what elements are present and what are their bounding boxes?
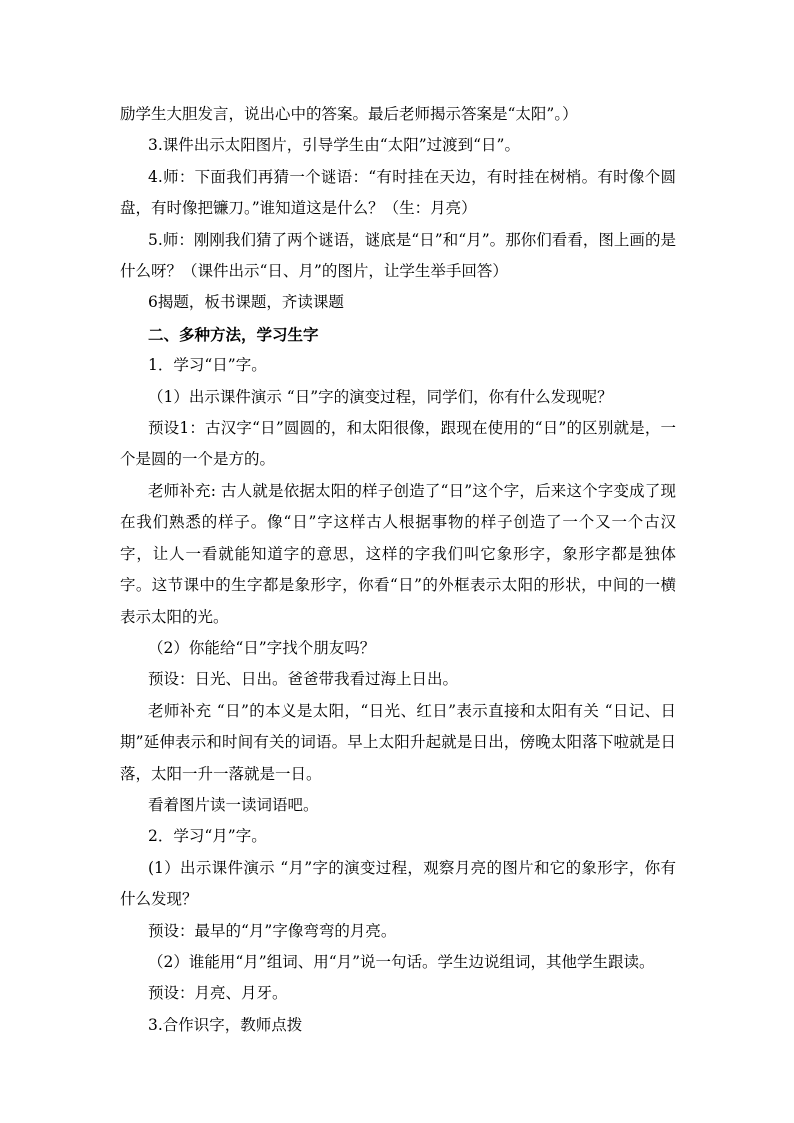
section-heading-2: 二、多种方法，学习生字 bbox=[148, 324, 319, 344]
paragraph-preset-2: 预设：日光、日出。爸爸带我看过海上日出。 bbox=[148, 670, 459, 689]
paragraph-teacher-supplement-1: 老师补充: 古人就是依据太阳的样子创造了“日”这个字，后来这个字变成了现在我们熟悉的样子。像“日”字这样古人根据事物的样子创造了一个又一个古汉字，让人一看就能知道字的意思，这样的字我们叫它象形字，象形字都是独体字。这节课中的生字都是象形字，你看“日”的外框表示太阳的形状，中间的一横表示太阳的光。 bbox=[120, 481, 676, 626]
paragraph-continuation: 励学生大胆发言，说出心中的答案。最后老师揭示答案是“太阳”。） bbox=[120, 105, 578, 123]
paragraph-teacher-supplement-2: 老师补充 “日”的本义是太阳，“日光、红日”表示直接和太阳有关 “日记、日期”延伸表示和时间有关的词语。早上太阳升起就是日出，傍晚太阳落下啦就是日落，太阳一升一落就是一日。 bbox=[120, 701, 676, 783]
document-body bbox=[120, 99, 676, 1041]
paragraph-step-4-riddle: 4.师：下面我们再猜一个谜语：“有时挂在天边，有时挂在树梢。有时像个圆盘，有时像把镰刀。”谁知道这是什么？（生：月亮） bbox=[120, 167, 676, 218]
subheading-cooperative-literacy: 3.合作识字，教师点拨 bbox=[148, 1015, 303, 1034]
paragraph-yue-words: （2）谁能用“月”组词、用“月”说一句话。学生边说组词，其他学生跟读。 bbox=[148, 952, 655, 971]
paragraph-step-5: 5.师：刚刚我们猜了两个谜语，谜底是“日”和“月”。那你们看看，图上画的是什么呀？（课件出示“日、月”的图片，让学生举手回答） bbox=[120, 230, 676, 281]
paragraph-preset-4: 预设：月亮、月牙。 bbox=[148, 984, 288, 1003]
subheading-learn-yue: 2．学习“月”字。 bbox=[148, 827, 267, 846]
subheading-learn-ri: 1．学习“日”字。 bbox=[148, 356, 267, 375]
paragraph-ri-evolution: （1）出示课件演示 “日”字的演变过程，同学们，你有什么发现呢？ bbox=[148, 387, 613, 406]
paragraph-step-3: 3.课件出示太阳图片，引导学生由“太阳”过渡到“日”。 bbox=[148, 136, 520, 155]
paragraph-ri-friends: （2）你能给“日”字找个朋友吗？ bbox=[148, 638, 376, 657]
paragraph-preset-1: 预设1：古汉字“日”圆圆的，和太阳很像，跟现在使用的“日”的区别就是，一个是圆的一个是方的。 bbox=[120, 419, 676, 469]
paragraph-read-words: 看着图片读一读词语吧。 bbox=[148, 795, 319, 814]
paragraph-preset-3: 预设：最早的“月”字像弯弯的月亮。 bbox=[148, 921, 397, 940]
paragraph-step-6: 6揭题，板书课题，齐读课题 bbox=[148, 293, 344, 312]
paragraph-yue-evolution: (1）出示课件演示 “月”字的演变过程，观察月亮的图片和它的象形字，你有什么发现？ bbox=[120, 858, 676, 909]
